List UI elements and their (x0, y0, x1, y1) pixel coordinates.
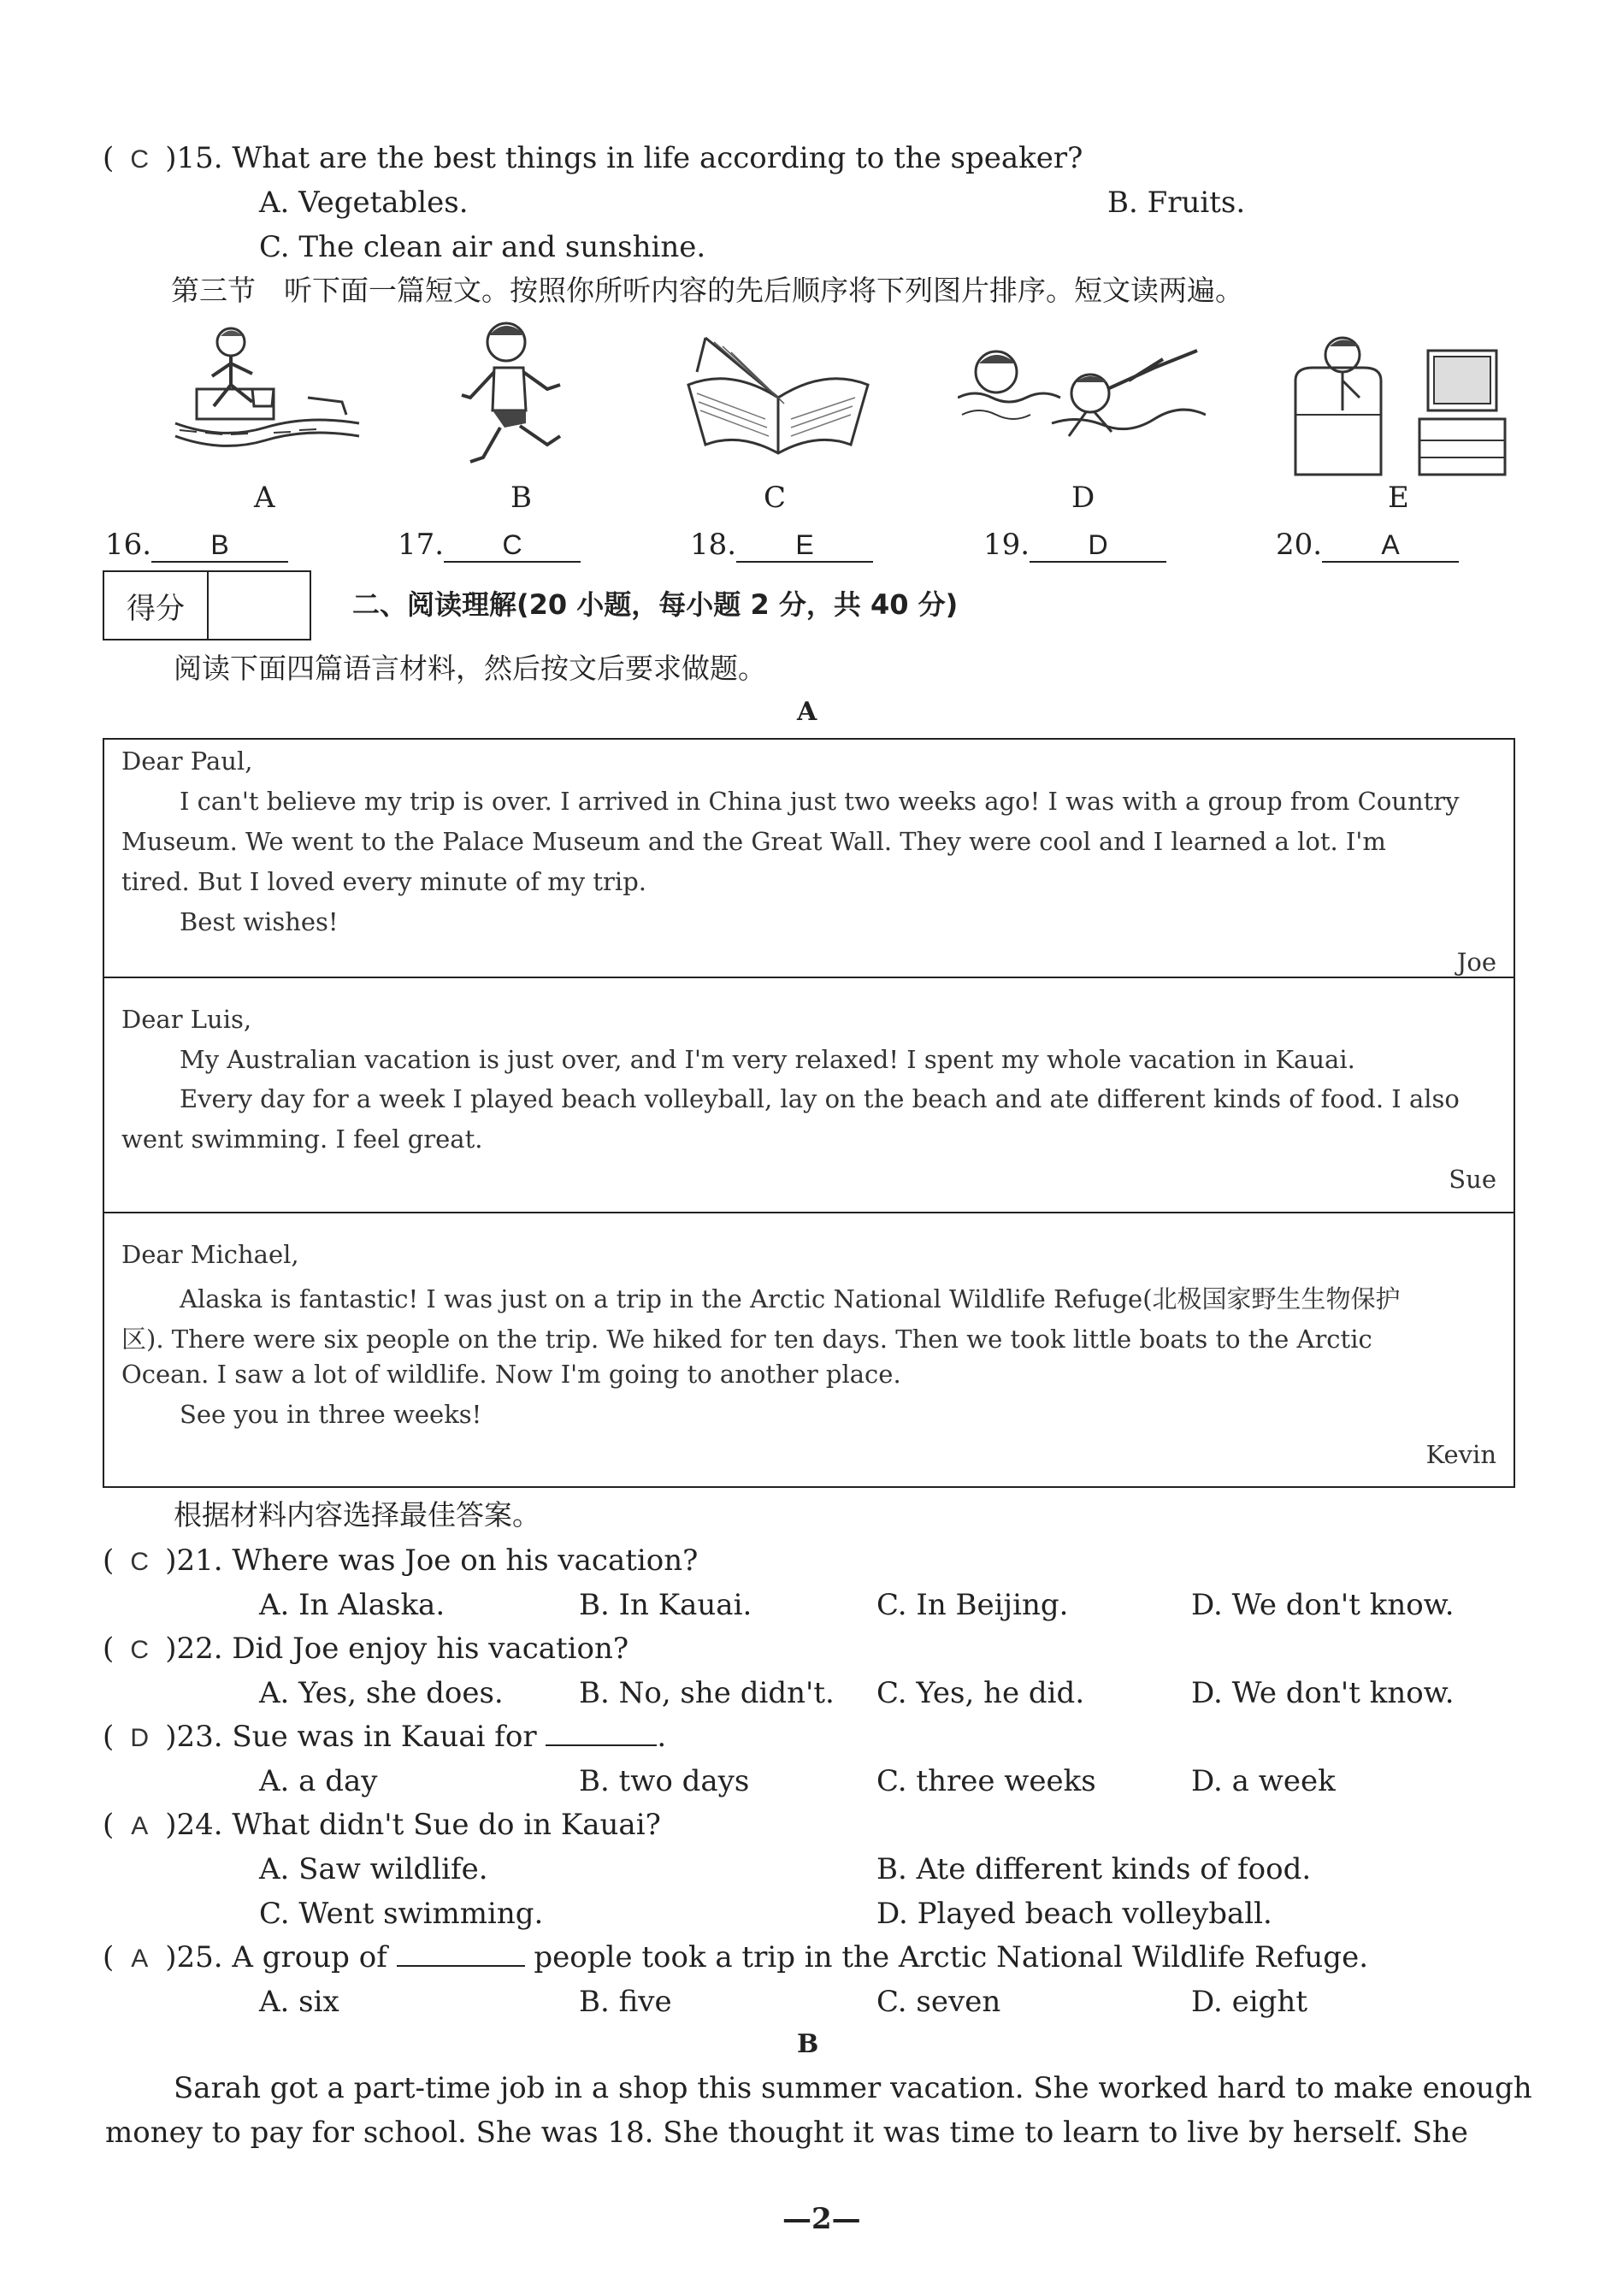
passage-b-title: B (797, 2029, 819, 2059)
question-25: ( A )25. A group of people took a trip in the Arctic National Wildlife Refuge. (103, 1940, 1368, 1974)
part2-instruction: 阅读下面四篇语言材料，然后按文后要求做题。 (174, 652, 766, 685)
letter-3-signature: Kevin (1425, 1440, 1496, 1469)
letter-3-line: Ocean. I saw a lot of wildlife. Now I'm going to another place. (121, 1360, 901, 1389)
question-21: ( C )21. Where was Joe on his vacation? (103, 1543, 699, 1578)
letter-2-signature: Sue (1449, 1165, 1496, 1194)
swimming-icon (958, 329, 1206, 457)
question-15: ( C )15. What are the best things in life according to the speaker? (103, 141, 1083, 175)
q23-option-b: B. two days (579, 1764, 750, 1798)
letter-2-line: Every day for a week I played beach volleyball, lay on the beach and ate different kinds of food. I also (180, 1084, 1460, 1113)
q25-option-a: A. six (259, 1985, 339, 2019)
letter-2-line: went swimming. I feel great. (121, 1124, 483, 1154)
passage-b-line: money to pay for school. She was 18. She thought it was time to learn to live by herself. She (105, 2116, 1468, 2150)
q24-option-d: D. Played beach volleyball. (876, 1897, 1272, 1931)
answer-17-value: C (444, 528, 581, 563)
question-text: Did Joe enjoy his vacation? (232, 1632, 629, 1666)
q24-option-b: B. Ate different kinds of food. (876, 1852, 1312, 1886)
answer-20: 20. A (1276, 528, 1459, 563)
letter-3-line: 区). There were six people on the trip. We hiked for ten days. Then we took little boats to the Arctic (121, 1325, 1372, 1354)
score-box (103, 570, 311, 640)
picture-label-c: C (764, 481, 787, 515)
q21-option-b: B. In Kauai. (579, 1588, 752, 1622)
picture-label-e: E (1388, 481, 1409, 515)
answer-18-value: E (736, 528, 873, 563)
passage-a-title: A (797, 697, 817, 727)
letter-1-line: Museum. We went to the Palace Museum and the Great Wall. They were cool and I learned a lot. I'm (121, 827, 1386, 856)
question-24: ( A )24. What didn't Sue do in Kauai? (103, 1808, 661, 1842)
q25-option-c: C. seven (876, 1985, 1001, 2019)
watching-tv-icon (1287, 321, 1509, 483)
question-22: ( C )22. Did Joe enjoy his vacation? (103, 1632, 629, 1666)
q23-option-a: A. a day (259, 1764, 378, 1798)
picture-label-d: D (1071, 481, 1095, 515)
letter-1-signature: Joe (1456, 947, 1496, 977)
running-boy-icon (453, 316, 581, 479)
letter-1-line: Best wishes! (180, 907, 339, 936)
answer-blank (546, 1721, 657, 1746)
picture-label-b: B (510, 481, 532, 515)
open-book-icon (680, 333, 876, 462)
q15-option-a: A. Vegetables. (259, 186, 469, 220)
letters-box (103, 738, 1515, 1488)
part2-title: 二、阅读理解(20 小题，每小题 2 分，共 40 分) (352, 588, 959, 621)
letter-divider (104, 1212, 1514, 1213)
question-number: )15. (165, 141, 223, 175)
answer-19: 19. D (983, 528, 1166, 563)
answer-22: C (130, 1636, 150, 1664)
letter-3-greeting: Dear Michael, (121, 1240, 299, 1269)
letter-3-line: See you in three weeks! (180, 1400, 482, 1429)
letter-1-line: tired. But I loved every minute of my trip. (121, 867, 646, 896)
q24-option-a: A. Saw wildlife. (259, 1852, 488, 1886)
choose-instruction: 根据材料内容选择最佳答案。 (174, 1498, 540, 1532)
answer-24: A (131, 1812, 149, 1840)
answer-19-value: D (1030, 528, 1166, 563)
q25-option-d: D. eight (1191, 1985, 1307, 2019)
q21-option-a: A. In Alaska. (259, 1588, 446, 1622)
q23-option-d: D. a week (1191, 1764, 1336, 1798)
answer-20-value: A (1322, 528, 1459, 563)
q15-option-c: C. The clean air and sunshine. (259, 230, 706, 264)
question-text: Where was Joe on his vacation? (232, 1543, 699, 1578)
q21-option-c: C. In Beijing. (876, 1588, 1069, 1622)
q22-option-c: C. Yes, he did. (876, 1676, 1085, 1710)
answer-21: C (130, 1548, 150, 1576)
passage-b-line: Sarah got a part-time job in a shop this summer vacation. She worked hard to make enough (174, 2071, 1532, 2105)
letter-3-line: Alaska is fantastic! I was just on a trip in the Arctic National Wildlife Refuge(北极国家野生生物保护 (180, 1284, 1401, 1313)
letter-2-greeting: Dear Luis, (121, 1005, 252, 1034)
q25-option-b: B. five (579, 1985, 672, 2019)
answer-15: C (130, 145, 150, 174)
answer-16: 16. B (105, 528, 288, 563)
question-23: ( D )23. Sue was in Kauai for . (103, 1720, 667, 1754)
q23-option-c: C. three weeks (876, 1764, 1096, 1798)
q24-option-c: C. Went swimming. (259, 1897, 544, 1931)
q15-option-b: B. Fruits. (1107, 186, 1246, 220)
q21-option-d: D. We don't know. (1191, 1588, 1455, 1622)
q22-option-a: A. Yes, she does. (259, 1676, 504, 1710)
answer-16-value: B (151, 528, 288, 563)
section3-heading: 第三节 听下面一篇短文。按照你所听内容的先后顺序将下列图片排序。短文读两遍。 (171, 274, 1243, 307)
q22-option-b: B. No, she didn't. (579, 1676, 835, 1710)
answer-17: 17. C (398, 528, 581, 563)
sitting-by-river-icon (171, 321, 368, 475)
answer-25: A (131, 1945, 149, 1973)
score-label: 得分 (104, 572, 209, 639)
picture-label-a: A (254, 481, 275, 515)
letter-divider (104, 977, 1514, 978)
answer-18: 18. E (690, 528, 873, 563)
letter-2-line: My Australian vacation is just over, and I'm very relaxed! I spent my whole vacation in Kauai. (180, 1045, 1355, 1074)
question-text: What didn't Sue do in Kauai? (232, 1808, 661, 1842)
q22-option-d: D. We don't know. (1191, 1676, 1455, 1710)
page-number: —2— (782, 2202, 861, 2236)
letter-1-greeting: Dear Paul, (121, 747, 253, 776)
question-text: What are the best things in life according to the speaker? (232, 141, 1083, 175)
answer-blank (397, 1941, 525, 1967)
letter-1-line: I can't believe my trip is over. I arrived in China just two weeks ago! I was with a group from Country (180, 787, 1460, 816)
answer-23: D (130, 1724, 150, 1752)
